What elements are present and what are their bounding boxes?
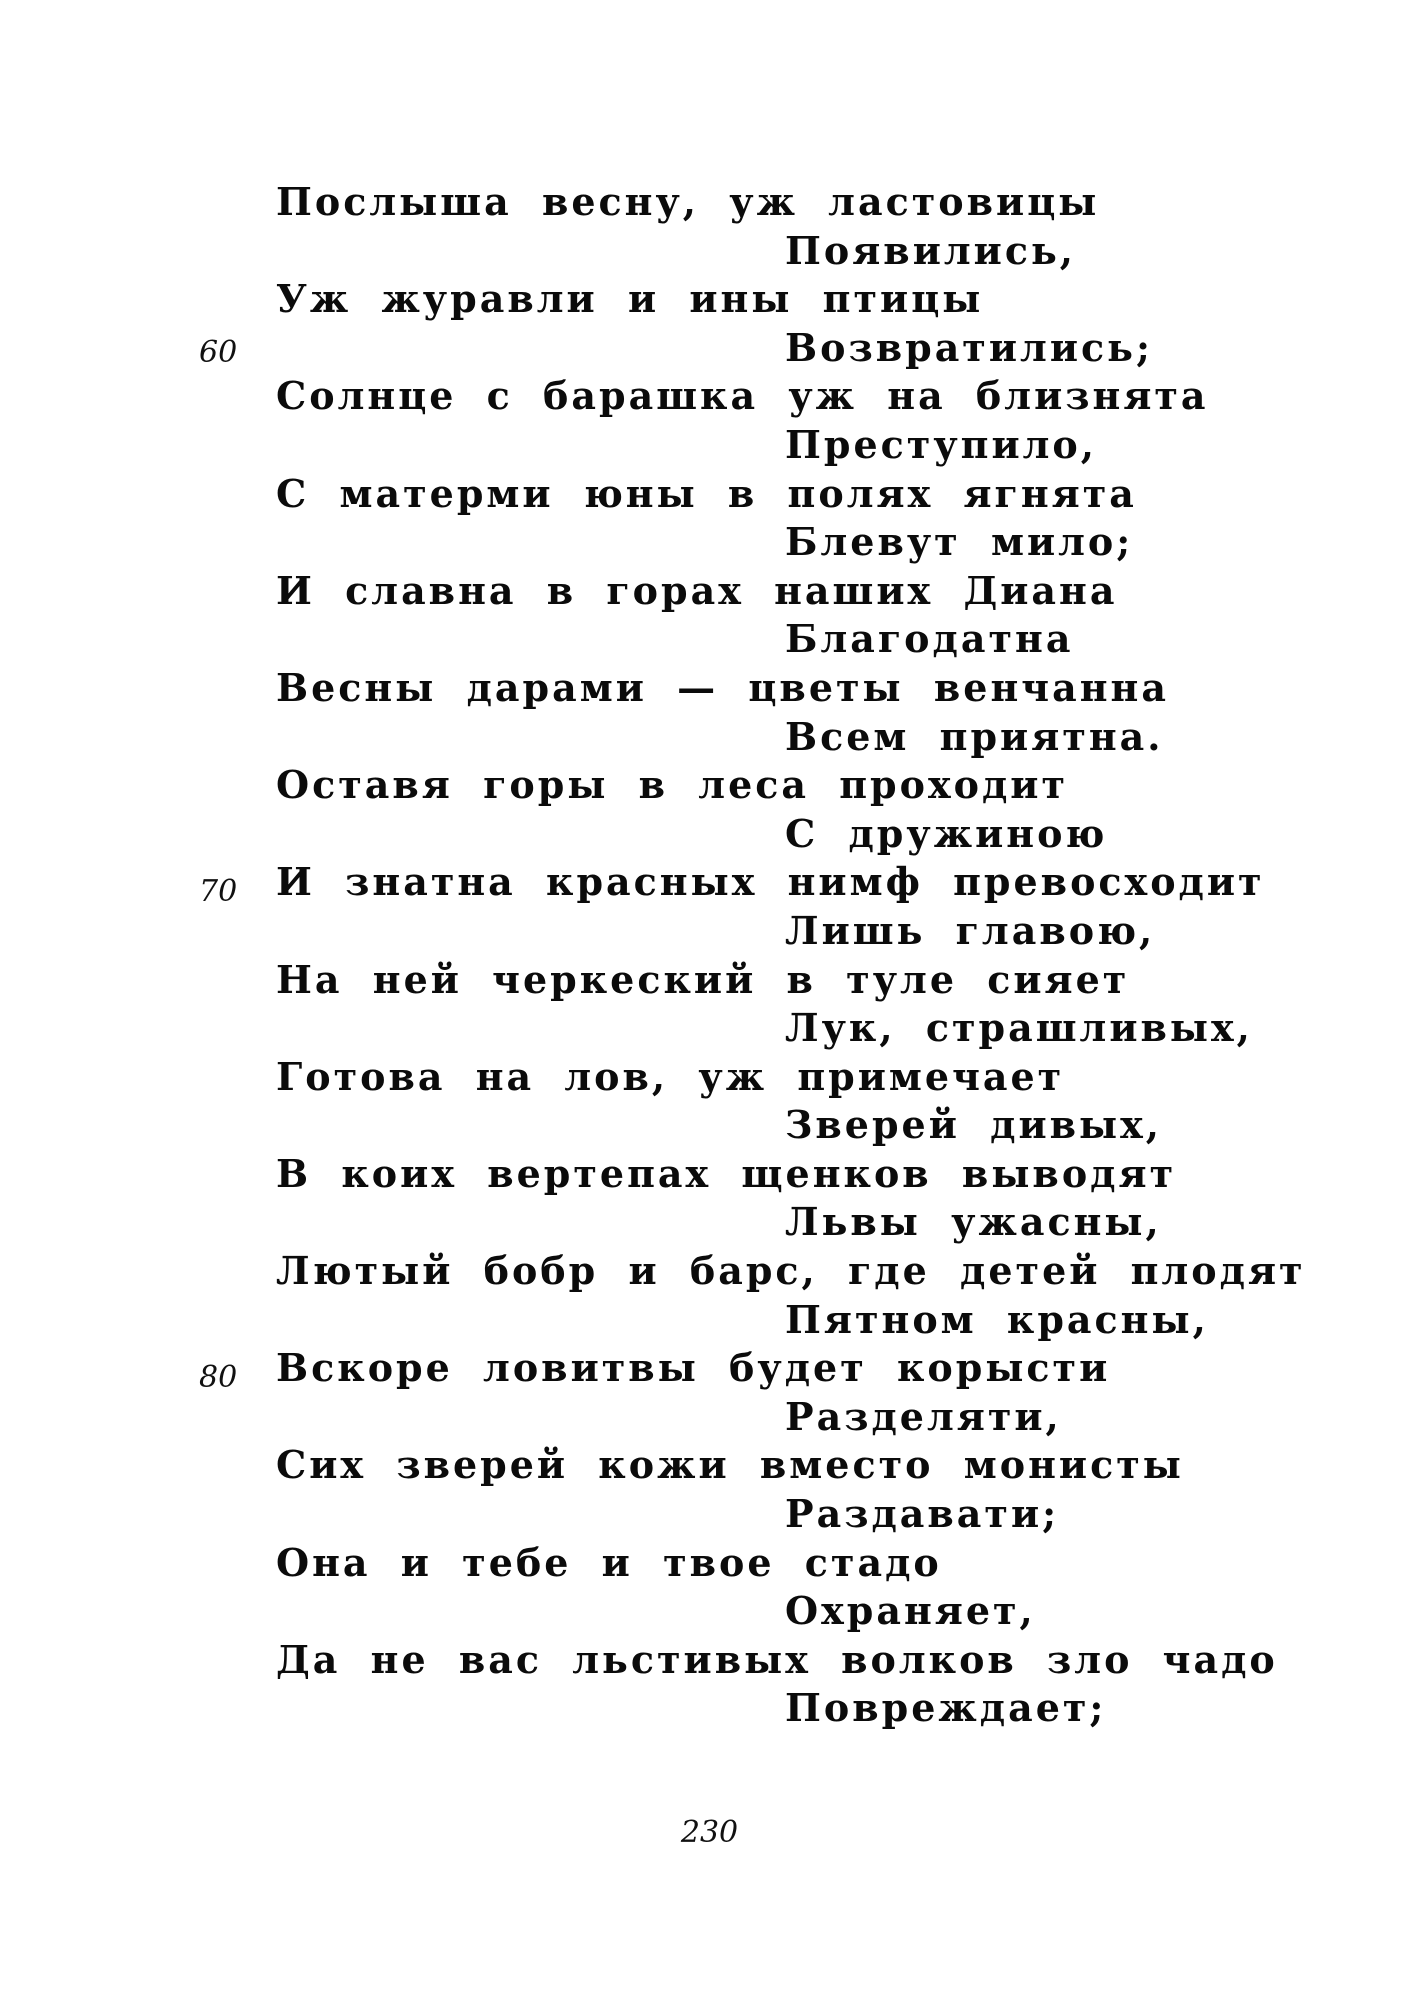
verse-line: И славна в горах наших Диана xyxy=(276,567,1118,613)
verse-line: И знатна красных нимф превосходит xyxy=(276,859,1265,905)
line-number-70: 70 xyxy=(199,874,238,909)
verse-line: Лишь главою, xyxy=(785,907,1156,953)
verse-line: Зверей дивых, xyxy=(785,1102,1163,1148)
verse-line: Преступило, xyxy=(785,421,1098,467)
verse-line: Она и тебе и твое стадо xyxy=(276,1539,942,1585)
verse-line: Солнце с барашка уж на близнята xyxy=(276,373,1209,419)
verse-line: С матерми юны в полях ягнята xyxy=(276,470,1137,516)
verse-line: Послыша весну, уж ластовицы xyxy=(276,179,1100,224)
poem-text xyxy=(276,178,1316,1733)
verse-line: На ней черкеский в туле сияет xyxy=(276,956,1130,1002)
verse-line: Повреждает; xyxy=(785,1685,1107,1731)
verse-line: Оставя горы в леса проходит xyxy=(276,762,1069,808)
verse-line: Всем приятна. xyxy=(785,713,1164,759)
verse-line: Сих зверей кожи вместо монисты xyxy=(276,1442,1184,1488)
line-number-80: 80 xyxy=(199,1360,238,1395)
page-number: 230 xyxy=(680,1815,739,1850)
verse-line: Весны дарами — цветы венчанна xyxy=(276,664,1169,710)
verse-line: Львы ужасны, xyxy=(785,1199,1162,1245)
verse-line: Разделяти, xyxy=(785,1393,1062,1439)
verse-line: Появились, xyxy=(785,227,1077,273)
verse-line: С дружиною xyxy=(785,810,1108,856)
verse-line: Да не вас льстивых волков зло чадо xyxy=(276,1636,1278,1682)
verse-line: Блевут мило; xyxy=(785,519,1134,565)
verse-line: Возвратились; xyxy=(785,324,1153,370)
verse-line: Уж журавли и ины птицы xyxy=(276,276,984,322)
verse-line: Пятном красны, xyxy=(785,1296,1209,1342)
verse-line: Благодатна xyxy=(785,616,1074,662)
verse-line: Лук, страшливых, xyxy=(785,1005,1253,1051)
verse-line: В коих вертепах щенков выводят xyxy=(276,1150,1177,1196)
line-number-60: 60 xyxy=(199,335,238,370)
verse-line: Лютый бобр и барс, где детей плодят xyxy=(276,1248,1306,1294)
verse-line: Раздавати; xyxy=(785,1491,1060,1537)
verse-line: Готова на лов, уж примечает xyxy=(276,1053,1065,1099)
verse-line: Вскоре ловитвы будет корысти xyxy=(276,1345,1111,1391)
verse-line: Охраняет, xyxy=(785,1588,1036,1634)
